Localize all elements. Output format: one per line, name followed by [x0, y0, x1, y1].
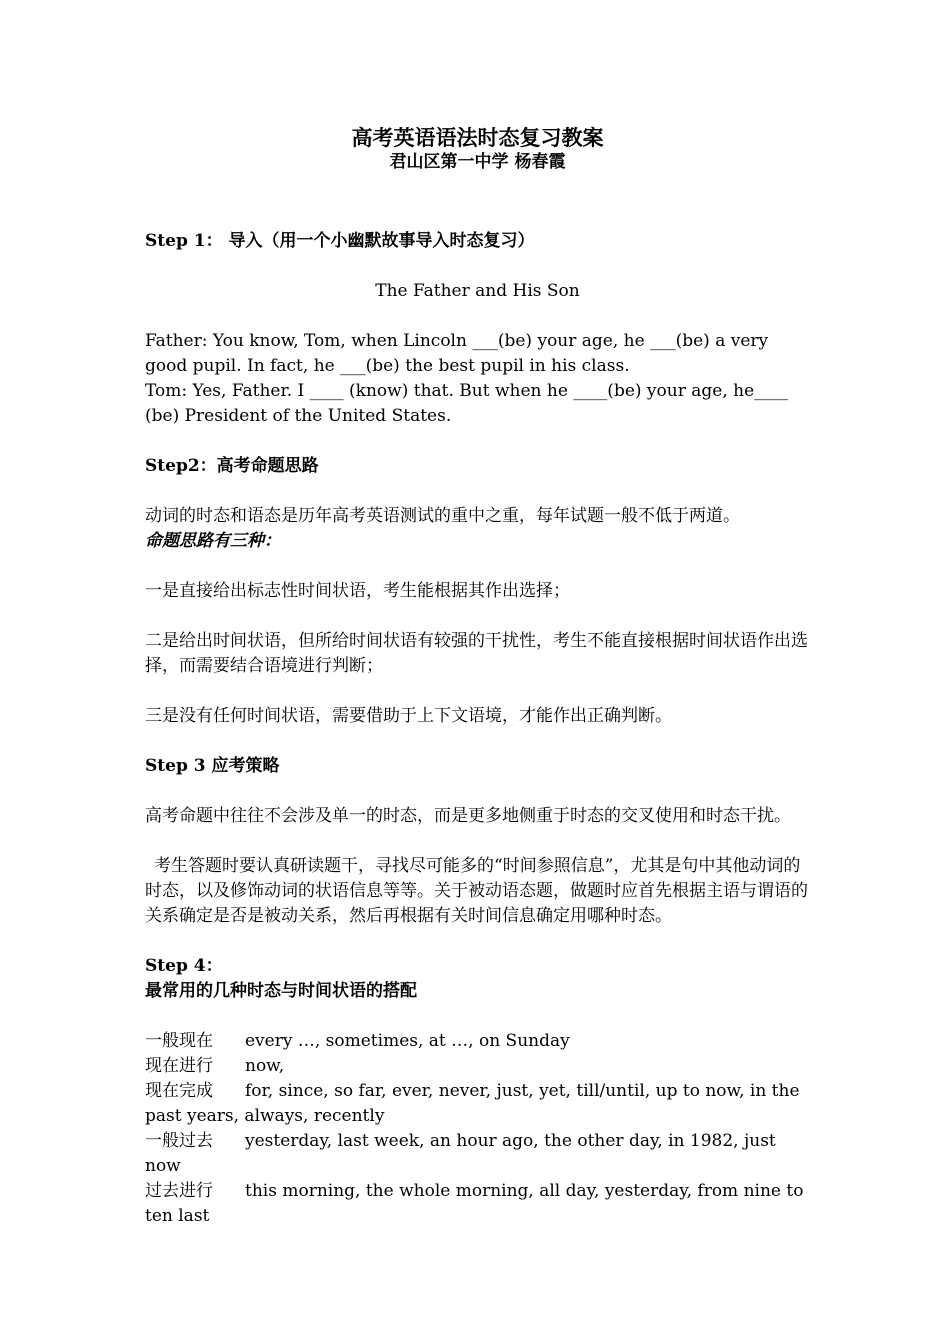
- tense-name: 一般现在: [145, 1031, 213, 1051]
- tense-adverbs: every …, sometimes, at …, on Sunday: [245, 1031, 570, 1051]
- step2-intro: 动词的时态和语态是历年高考英语测试的重中之重，每年试题一般不低于两道。: [145, 506, 740, 526]
- step4-subheading: 最常用的几种时态与时间状语的搭配: [145, 981, 417, 1001]
- story-tom-line: Tom: Yes, Father. I ____ (know) that. But when he ____(be) your age, he____ (be) President of the United States.: [145, 381, 789, 426]
- step2-emphasis: 命题思路有三种：: [145, 531, 281, 551]
- story-title: The Father and His Son: [375, 281, 580, 301]
- tense-row: [145, 1129, 810, 1179]
- step1-heading: Step 1： 导入（用一个小幽默故事导入时态复习）: [145, 231, 535, 251]
- step2-point-3: 三是没有任何时间状语，需要借助于上下文语境，才能作出正确判断。: [145, 706, 672, 726]
- tense-adverbs: yesterday, last week, an hour ago, the other day, in 1982, just now: [145, 1131, 776, 1176]
- step2-point-1: 一是直接给出标志性时间状语，考生能根据其作出选择；: [145, 581, 570, 601]
- author-line: 君山区第一中学 杨春霞: [389, 152, 566, 172]
- step2-point-2: 二是给出时间状语，但所给时间状语有较强的干扰性，考生不能直接根据时间状语作出选择，而需要结合语境进行判断；: [145, 631, 808, 676]
- step3-paragraph-2: 考生答题时要认真研读题干，寻找尽可能多的“时间参照信息”，尤其是句中其他动词的时态，以及修饰动词的状语信息等等。关于被动语态题，做题时应首先根据主语与谓语的关系确定是否是被动关系，然后再根据有关时间信息确定用哪种时态。: [145, 856, 808, 926]
- story-father-line: Father: You know, Tom, when Lincoln ___(be) your age, he ___(be) a very good pupil. In fact, he ___(be) the best pupil in his class.: [145, 331, 769, 376]
- tense-row: [145, 1079, 810, 1129]
- tense-row: [145, 1054, 810, 1079]
- tense-list: [145, 1029, 810, 1229]
- tense-adverbs: this morning, the whole morning, all day, yesterday, from nine to ten last: [145, 1181, 804, 1226]
- tense-adverbs: now,: [245, 1056, 285, 1076]
- step4-heading: Step 4：: [145, 956, 223, 976]
- document-body: [145, 124, 810, 1229]
- document-title: 高考英语语法时态复习教案: [351, 125, 604, 150]
- step2-heading: Step2：高考命题思路: [145, 456, 319, 476]
- tense-row: [145, 1179, 810, 1229]
- tense-adverbs: for, since, so far, ever, never, just, yet, till/until, up to now, in the past years, always, recently: [145, 1081, 800, 1126]
- step3-paragraph-1: 高考命题中往往不会涉及单一的时态，而是更多地侧重于时态的交叉使用和时态干扰。: [145, 806, 791, 826]
- tense-name: 过去进行: [145, 1181, 213, 1201]
- tense-name: 现在进行: [145, 1056, 213, 1076]
- tense-name: 一般过去: [145, 1131, 213, 1151]
- tense-row: [145, 1029, 810, 1054]
- tense-name: 现在完成: [145, 1081, 213, 1101]
- step3-heading: Step 3 应考策略: [145, 756, 280, 776]
